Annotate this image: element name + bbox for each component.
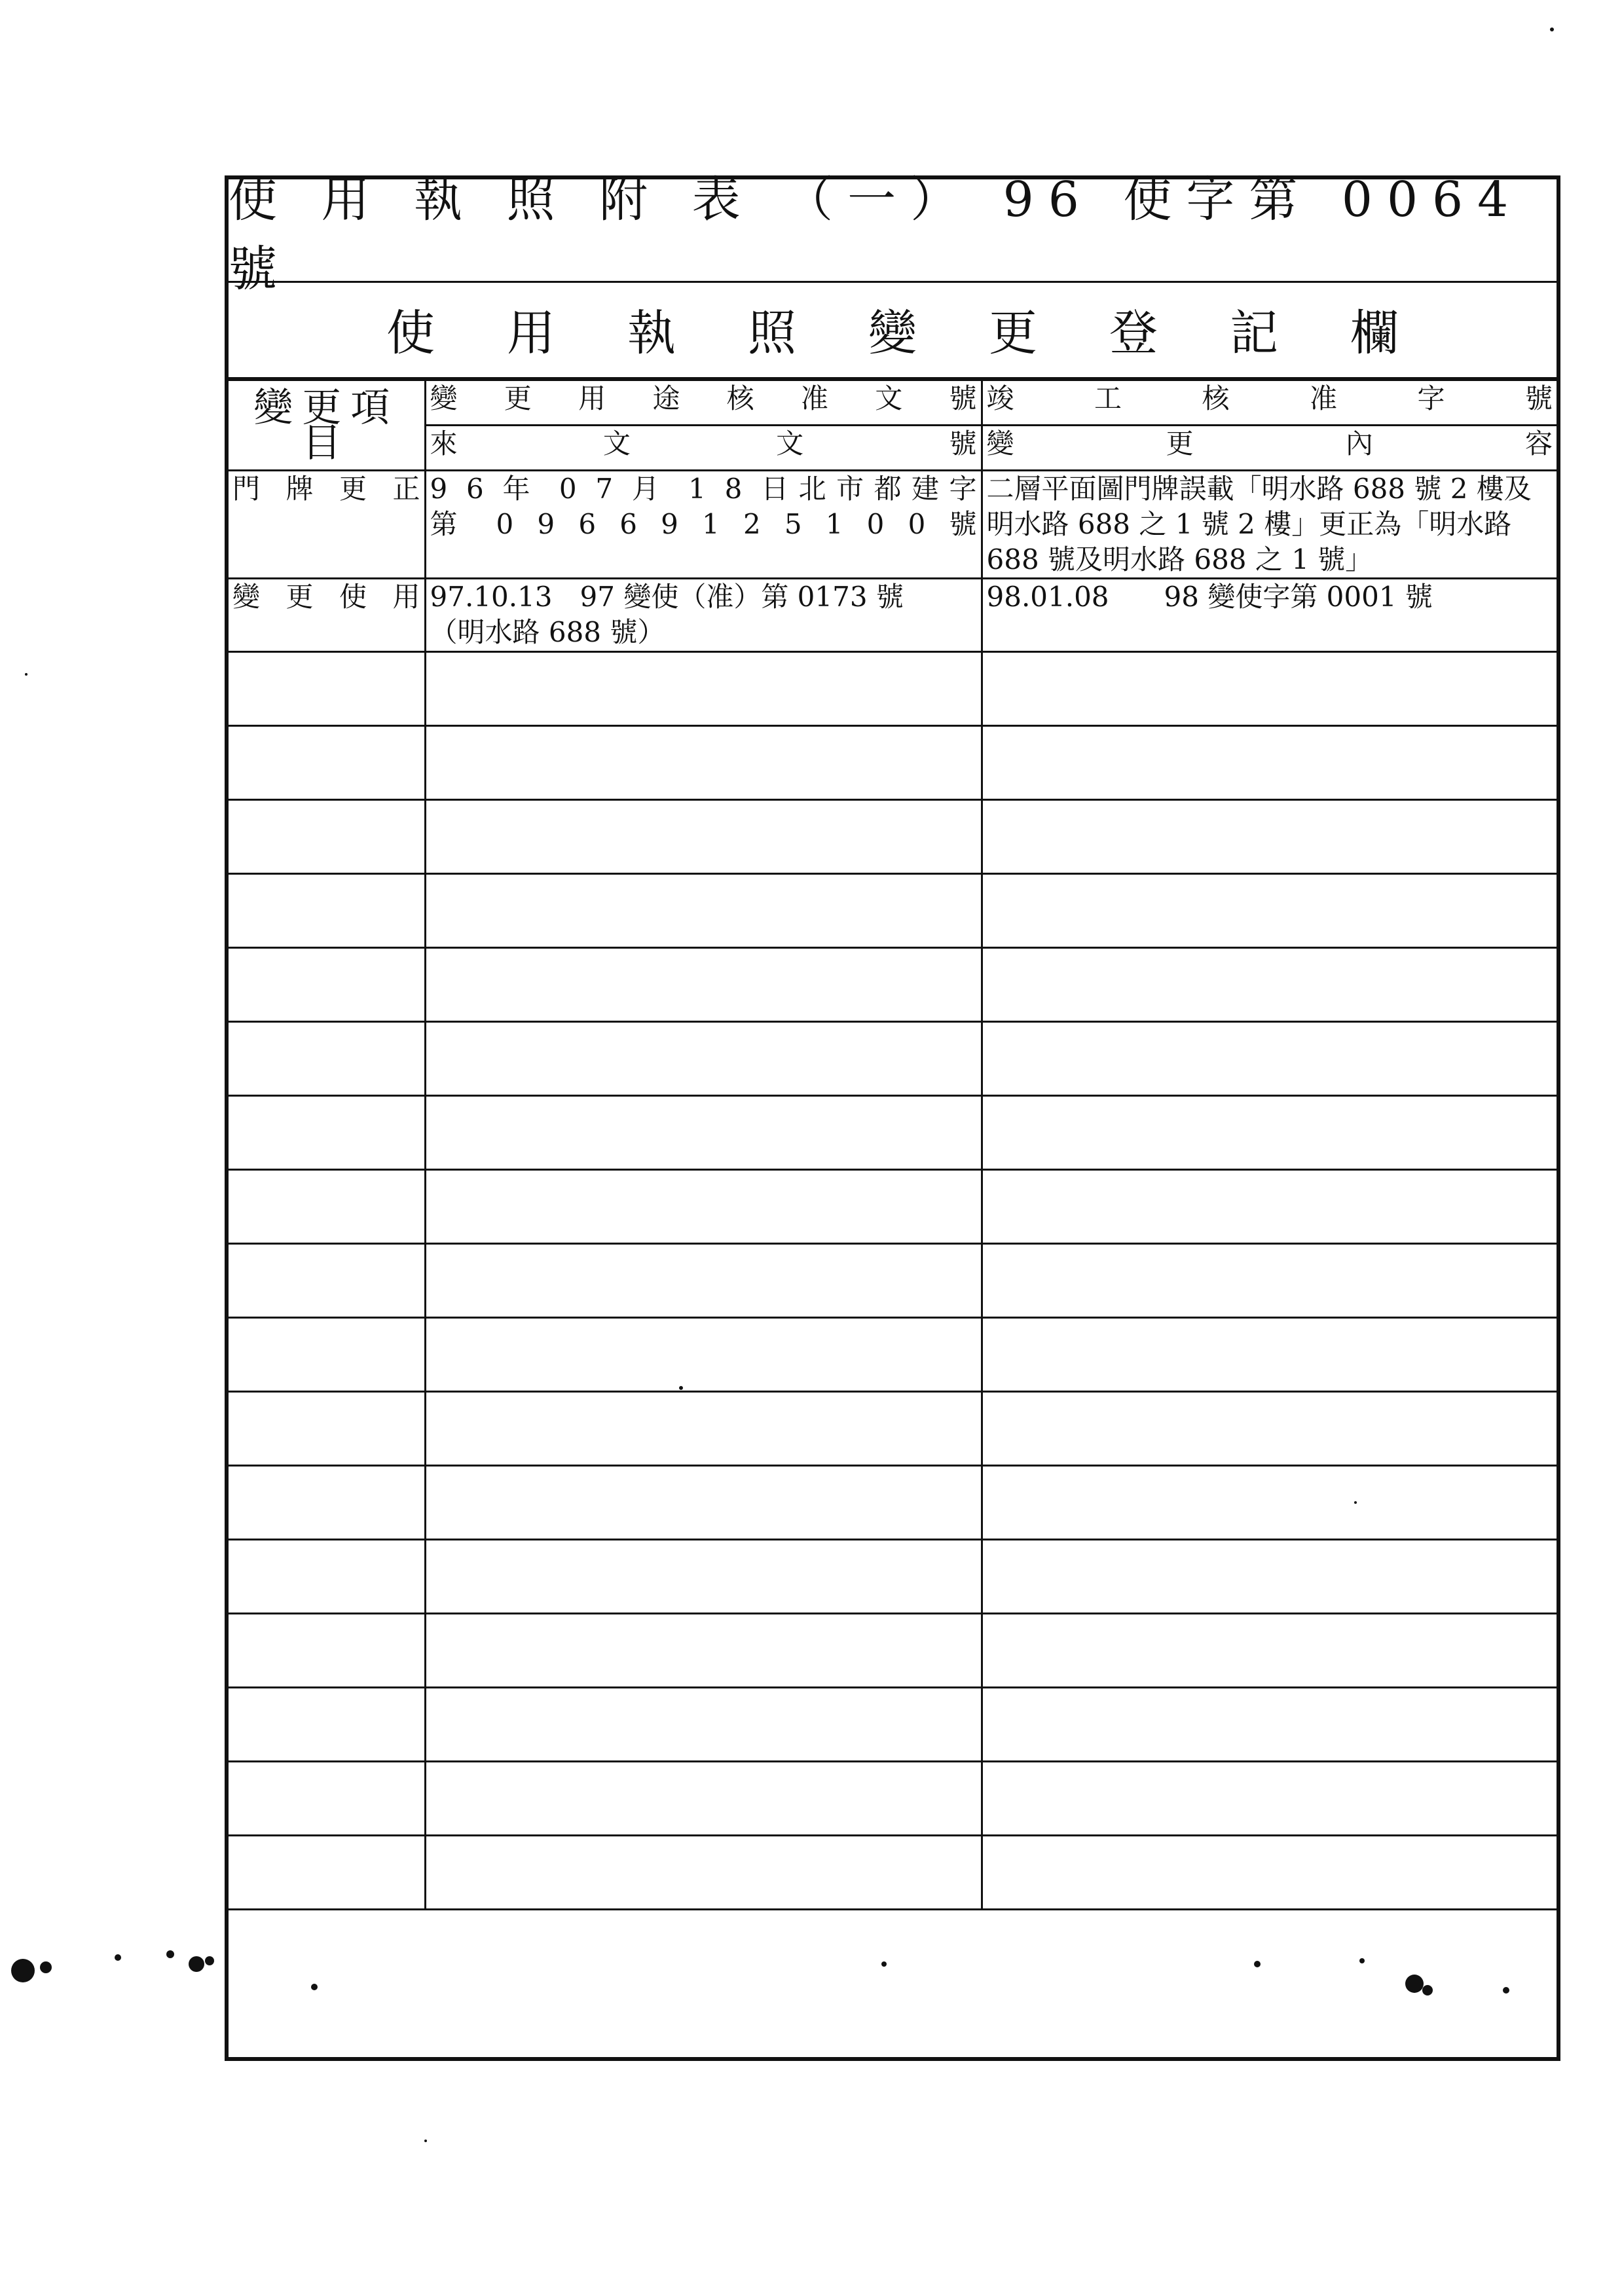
table-row-empty bbox=[229, 1836, 1557, 1910]
table-row-empty bbox=[229, 726, 1557, 800]
table-cell-empty bbox=[982, 1170, 1557, 1244]
form-subtitle: 使用執照變更登記欄 bbox=[229, 281, 1557, 379]
table-row-empty bbox=[229, 1540, 1557, 1614]
table-cell-empty bbox=[229, 874, 425, 948]
table-cell-empty bbox=[425, 726, 982, 800]
table-cell-empty bbox=[229, 1022, 425, 1096]
table-row-empty bbox=[229, 874, 1557, 948]
table-row-empty bbox=[229, 1614, 1557, 1688]
table-row-empty bbox=[229, 1392, 1557, 1466]
form-frame bbox=[225, 171, 1560, 2061]
table-cell-empty bbox=[425, 1318, 982, 1392]
table-cell-empty bbox=[982, 1614, 1557, 1688]
table-cell-empty bbox=[425, 1688, 982, 1762]
table-cell-empty bbox=[425, 1762, 982, 1836]
table-cell-empty bbox=[982, 1540, 1557, 1614]
table-cell-empty bbox=[229, 726, 425, 800]
table-cell-empty bbox=[982, 726, 1557, 800]
table-cell-empty bbox=[982, 1244, 1557, 1318]
table-cell-empty bbox=[982, 1836, 1557, 1910]
table-cell-empty bbox=[982, 1096, 1557, 1170]
row-doc-line: （明水路 688 號） bbox=[430, 616, 665, 648]
table-cell-empty bbox=[229, 1762, 425, 1836]
table-cell-empty bbox=[425, 1540, 982, 1614]
table-row-empty bbox=[229, 948, 1557, 1022]
table-cell-empty bbox=[425, 652, 982, 726]
table-cell-empty bbox=[229, 1170, 425, 1244]
table-row bbox=[229, 579, 1557, 652]
row-doc bbox=[425, 579, 982, 652]
table-cell-empty bbox=[229, 948, 425, 1022]
header-row-bottom bbox=[229, 426, 1557, 471]
table-cell-empty bbox=[982, 1318, 1557, 1392]
header-change-item: 變更項目 bbox=[229, 380, 425, 471]
table-cell-empty bbox=[982, 1392, 1557, 1466]
table-row-empty bbox=[229, 1022, 1557, 1096]
table-row-empty bbox=[229, 1170, 1557, 1244]
row-item: 變 更 使 用 bbox=[229, 579, 425, 652]
table-cell-empty bbox=[982, 800, 1557, 874]
table-cell-empty bbox=[425, 1614, 982, 1688]
table-cell-empty bbox=[229, 1466, 425, 1540]
table-row-empty bbox=[229, 1318, 1557, 1392]
row-content-line: 98.01.08 98 變使字第 0001 號 bbox=[986, 581, 1433, 613]
table-row bbox=[229, 471, 1557, 579]
table-cell-empty bbox=[229, 800, 425, 874]
header-approval-doc-no: 變 更 用 途 核 准 文 號 bbox=[425, 380, 982, 426]
row-content bbox=[982, 579, 1557, 652]
table-cell-empty bbox=[229, 1392, 425, 1466]
table-cell-empty bbox=[982, 948, 1557, 1022]
row-content-line: 二層平面圖門牌誤載「明水路 688 號 2 樓及 bbox=[986, 473, 1532, 505]
table-row-empty bbox=[229, 1096, 1557, 1170]
row-doc-line: 9 6 年 0 7 月 1 8 日北市都建字 bbox=[430, 473, 977, 505]
change-register-table bbox=[229, 379, 1557, 1910]
table-row-empty bbox=[229, 1244, 1557, 1318]
table-cell-empty bbox=[425, 1096, 982, 1170]
row-doc-line: 97.10.13 97 變使（准）第 0173 號 bbox=[430, 581, 904, 613]
header-row-top bbox=[229, 380, 1557, 426]
row-content-line: 688 號及明水路 688 之 1 號」 bbox=[986, 543, 1373, 575]
table-cell-empty bbox=[425, 1244, 982, 1318]
table-cell-empty bbox=[229, 1244, 425, 1318]
table-cell-empty bbox=[425, 1170, 982, 1244]
header-change-content: 變 更 內 容 bbox=[982, 426, 1557, 471]
table-cell-empty bbox=[425, 1022, 982, 1096]
table-cell-empty bbox=[982, 652, 1557, 726]
table-cell-empty bbox=[229, 1614, 425, 1688]
table-cell-empty bbox=[229, 1540, 425, 1614]
table-cell-empty bbox=[229, 1318, 425, 1392]
table-cell-empty bbox=[982, 1688, 1557, 1762]
table-cell-empty bbox=[229, 1836, 425, 1910]
table-cell-empty bbox=[425, 1392, 982, 1466]
row-doc-line: 第 0 9 6 6 9 1 2 5 1 0 0 號 bbox=[430, 508, 977, 540]
table-cell-empty bbox=[982, 1022, 1557, 1096]
table-cell-empty bbox=[229, 1688, 425, 1762]
table-row-empty bbox=[229, 1762, 1557, 1836]
table-row-empty bbox=[229, 1688, 1557, 1762]
table-cell-empty bbox=[425, 874, 982, 948]
form-title: 使 用 執 照 附 表 （一） 96 使字第 0064 號 bbox=[229, 179, 1557, 283]
table-cell-empty bbox=[425, 948, 982, 1022]
table-cell-empty bbox=[982, 1762, 1557, 1836]
table-cell-empty bbox=[982, 874, 1557, 948]
table-row-empty bbox=[229, 652, 1557, 726]
row-content bbox=[982, 471, 1557, 579]
table-cell-empty bbox=[425, 1836, 982, 1910]
table-cell-empty bbox=[425, 800, 982, 874]
table-cell-empty bbox=[229, 652, 425, 726]
table-cell-empty bbox=[229, 1096, 425, 1170]
table-row-empty bbox=[229, 800, 1557, 874]
row-content-line: 明水路 688 之 1 號 2 樓」更正為「明水路 bbox=[986, 508, 1512, 540]
table-cell-empty bbox=[982, 1466, 1557, 1540]
row-item: 門 牌 更 正 bbox=[229, 471, 425, 579]
row-doc bbox=[425, 471, 982, 579]
header-incoming-doc-no: 來 文 文 號 bbox=[425, 426, 982, 471]
header-completion-no: 竣 工 核 准 字 號 bbox=[982, 380, 1557, 426]
table-cell-empty bbox=[425, 1466, 982, 1540]
table-row-empty bbox=[229, 1466, 1557, 1540]
